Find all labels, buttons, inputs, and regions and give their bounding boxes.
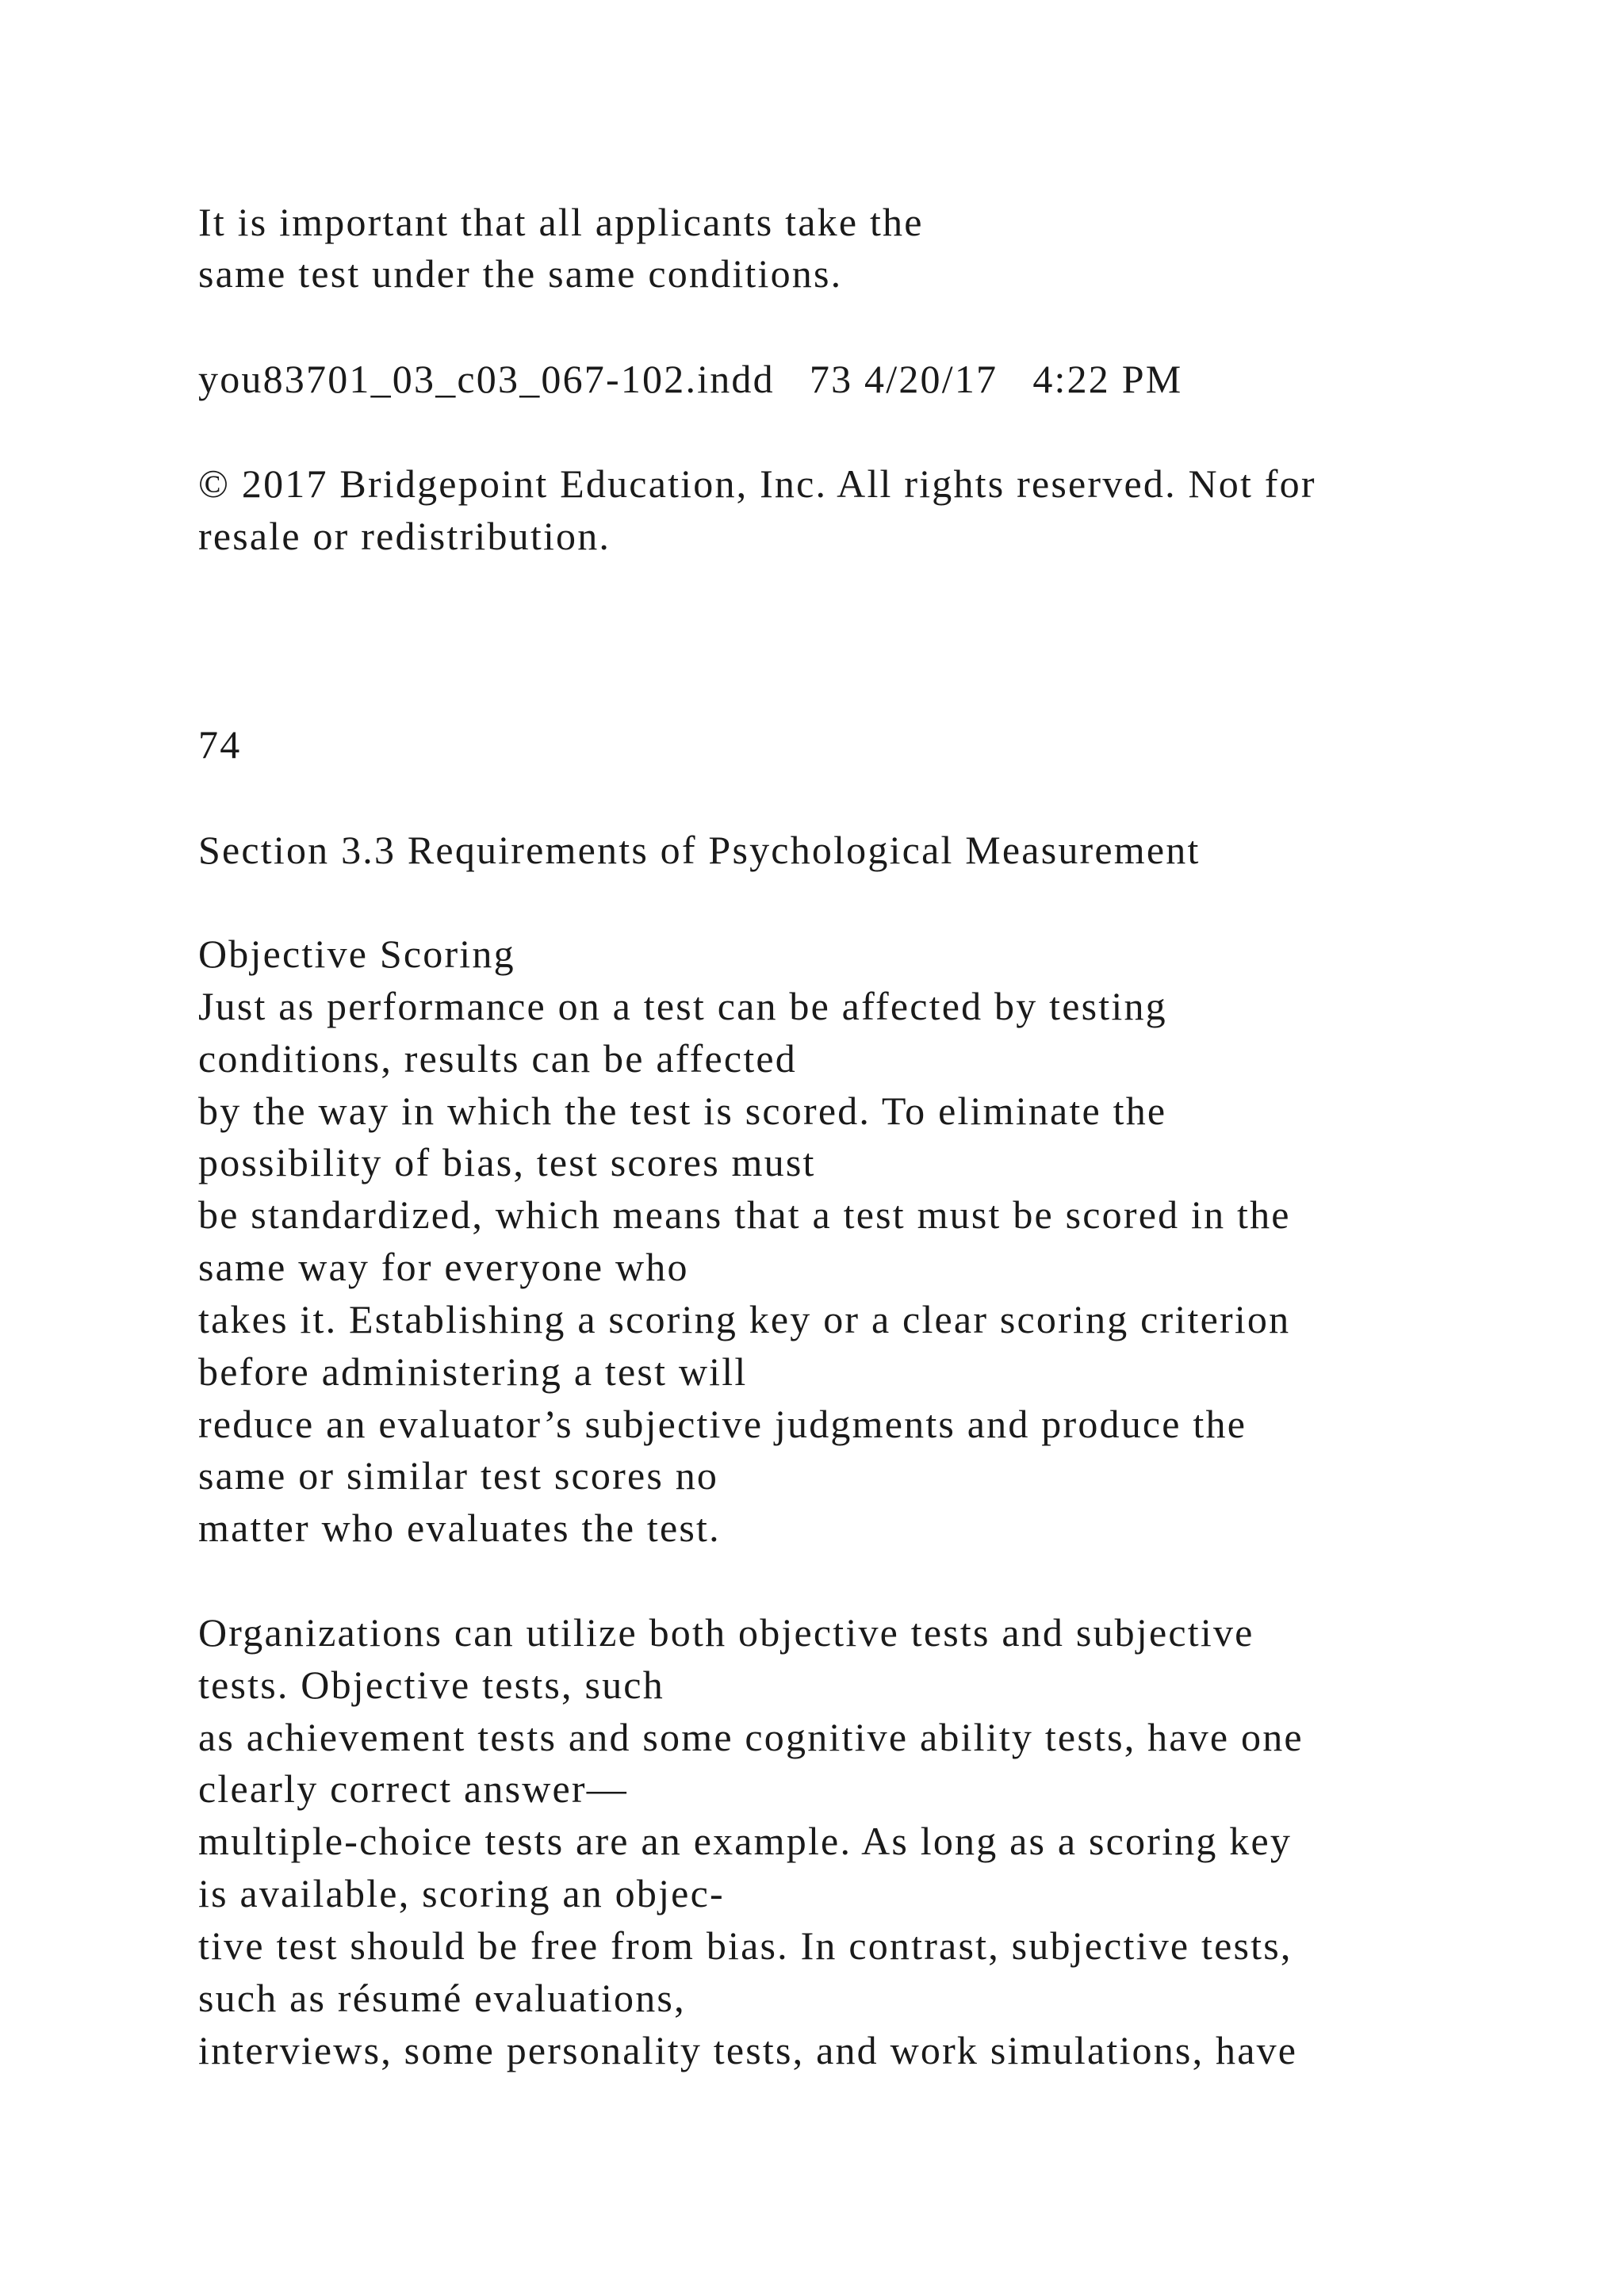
text-line: © 2017 Bridgepoint Education, Inc. All rights reserved. Not for — [198, 461, 1316, 506]
section-heading: Section 3.3 Requirements of Psychological Measurement — [198, 828, 1201, 872]
text-line: same or similar test scores no — [198, 1453, 719, 1498]
text-line: reduce an evaluator’s subjective judgments and produce the — [198, 1402, 1247, 1446]
text-line: matter who evaluates the test. — [198, 1506, 721, 1550]
text-line: tests. Objective tests, such — [198, 1663, 665, 1707]
text-line: is available, scoring an objec- — [198, 1871, 725, 1915]
text-line: It is important that all applicants take the — [198, 200, 924, 244]
text-line: tive test should be free from bias. In contrast, subjective tests, — [198, 1923, 1293, 1968]
text-line: same way for everyone who — [198, 1245, 689, 1289]
text-line: multiple-choice tests are an example. As long as a scoring key — [198, 1819, 1293, 1863]
subheading: Objective Scoring — [198, 932, 515, 976]
text-line: by the way in which the test is scored. To eliminate the — [198, 1089, 1167, 1133]
text-line: possibility of bias, test scores must — [198, 1140, 816, 1184]
text-line: clearly correct answer— — [198, 1766, 628, 1811]
text-line: conditions, results can be affected — [198, 1036, 798, 1081]
page-number: 74 — [198, 722, 242, 767]
text-line: same test under the same conditions. — [198, 251, 843, 296]
text-line: Just as performance on a test can be affected by testing — [198, 984, 1167, 1028]
text-line: Organizations can utilize both objective tests and subjective — [198, 1610, 1254, 1655]
text-line: resale or redistribution. — [198, 514, 611, 558]
text-line: such as résumé evaluations, — [198, 1976, 686, 2020]
text-line: before administering a test will — [198, 1349, 748, 1394]
file-info: you83701_03_c03_067-102.indd 73 4/20/17 4:22 PM — [198, 357, 1183, 401]
text-line: takes it. Establishing a scoring key or a clear scoring criterion — [198, 1297, 1291, 1341]
text-line: interviews, some personality tests, and work simulations, have — [198, 2028, 1298, 2072]
text-line: be standardized, which means that a test must be scored in the — [198, 1192, 1291, 1237]
text-line: as achievement tests and some cognitive ability tests, have one — [198, 1715, 1304, 1759]
